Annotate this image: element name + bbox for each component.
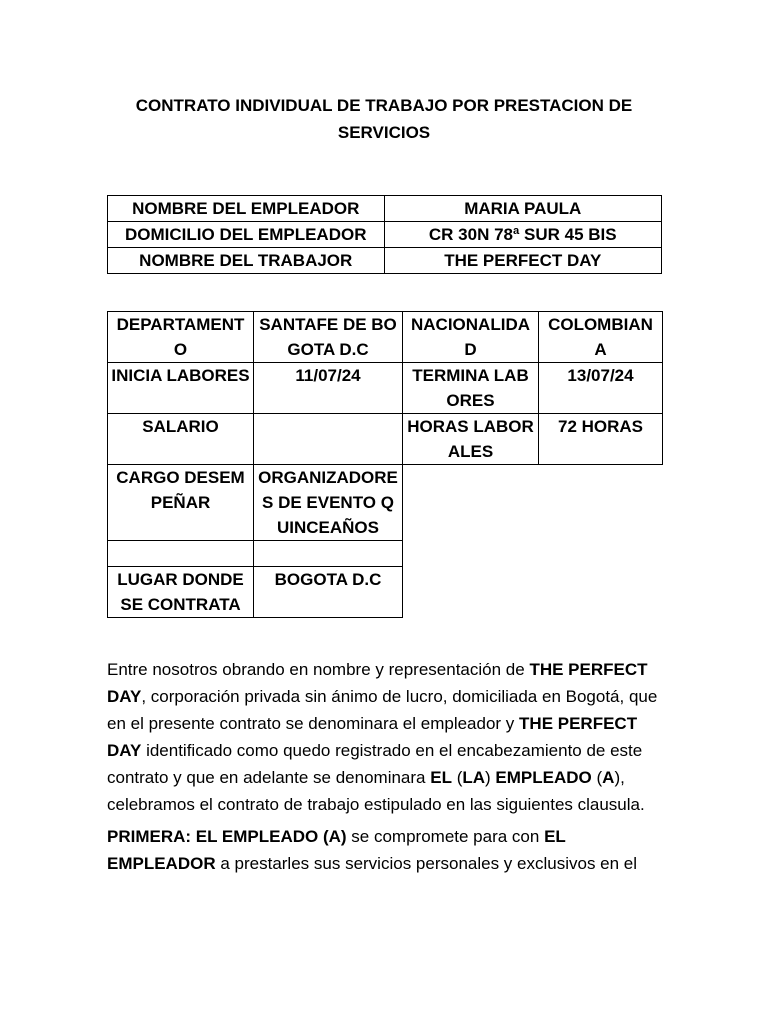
text-run: ), celebramos el contrato de trabajo estipulado en las siguientes clausula.: [107, 768, 645, 814]
text-run-bold: PRIMERA: EL EMPLEADO (A): [107, 827, 347, 846]
table-cell-value: ORGANIZADORES DE EVENTO QUINCEAÑOS: [254, 465, 403, 541]
text-run: , corporación privada sin ánimo de lucro, domiciliada en Bogotá, que en el presente contrato se denominara el empleador y: [107, 687, 658, 733]
text-run-bold: EL: [430, 768, 452, 787]
table-cell-value: CR 30N 78ª SUR 45 BIS: [384, 222, 662, 248]
table-cell-label: NOMBRE DEL TRABAJOR: [108, 248, 385, 274]
table-cell-value: BOGOTA D.C: [254, 567, 403, 618]
text-run: (: [591, 768, 603, 787]
title-line-1: CONTRATO INDIVIDUAL DE TRABAJO POR PRESTACION DE: [135, 96, 633, 115]
paragraph-intro: [107, 656, 667, 818]
table-row: [108, 248, 662, 274]
table-blank-area: [403, 465, 663, 541]
table-cell-label: [108, 541, 254, 567]
text-run-bold: THE PERFECT DAY: [107, 660, 648, 706]
table-row: [108, 567, 663, 618]
contract-details-table: [107, 311, 663, 618]
text-run-bold: A: [602, 768, 615, 787]
table-cell-label: HORAS LABORALES: [403, 414, 539, 465]
contract-body: [107, 656, 667, 882]
table-cell-value: 13/07/24: [539, 363, 663, 414]
text-run: a prestarles sus servicios personales y exclusivos en el: [215, 854, 638, 873]
text-run: ): [485, 768, 496, 787]
table-cell-value: THE PERFECT DAY: [384, 248, 662, 274]
text-run-bold: LA: [462, 768, 486, 787]
text-run: identificado como quedo registrado en el encabezamiento de este contrato y que en adelante se denominara: [107, 741, 643, 787]
text-run: (: [451, 768, 463, 787]
text-run: se compromete para con: [346, 827, 545, 846]
table-cell-label: NACIONALIDAD: [403, 312, 539, 363]
table-blank-area: [403, 541, 663, 567]
table-cell-value: 72 HORAS: [539, 414, 663, 465]
table-cell-label: DEPARTAMENTO: [108, 312, 254, 363]
table-cell-label: SALARIO: [108, 414, 254, 465]
document-title: [107, 92, 661, 146]
table-cell-label: LUGAR DONDE SE CONTRATA: [108, 567, 254, 618]
table-cell-label: INICIA LABORES: [108, 363, 254, 414]
table-cell-value: 11/07/24: [254, 363, 403, 414]
title-line-2: SERVICIOS: [337, 123, 431, 142]
table-cell-value: [254, 541, 403, 567]
table-blank-area: [403, 567, 663, 618]
text-run-bold: EL EMPLEADOR: [107, 827, 566, 873]
employer-info-table: [107, 195, 662, 274]
table-cell-label: NOMBRE DEL EMPLEADOR: [108, 196, 385, 222]
table-row: [108, 196, 662, 222]
table-cell-label: TERMINA LABORES: [403, 363, 539, 414]
table-cell-value: MARIA PAULA: [384, 196, 662, 222]
paragraph-primera: [107, 823, 667, 877]
text-run: Entre nosotros obrando en nombre y representación de: [107, 660, 530, 679]
table-row: [108, 414, 663, 465]
table-cell-label: DOMICILIO DEL EMPLEADOR: [108, 222, 385, 248]
table-cell-value: SANTAFE DE BOGOTA D.C: [254, 312, 403, 363]
table-row: [108, 465, 663, 541]
table-row: [108, 541, 663, 567]
text-run-bold: EMPLEADO: [495, 768, 592, 787]
table-cell-value: COLOMBIANA: [539, 312, 663, 363]
table-row: [108, 222, 662, 248]
table-row: [108, 312, 663, 363]
text-run-bold: THE PERFECT DAY: [107, 714, 638, 760]
table-cell-label: CARGO DESEMPEÑAR: [108, 465, 254, 541]
table-row: [108, 363, 663, 414]
table-cell-value: [254, 414, 403, 465]
